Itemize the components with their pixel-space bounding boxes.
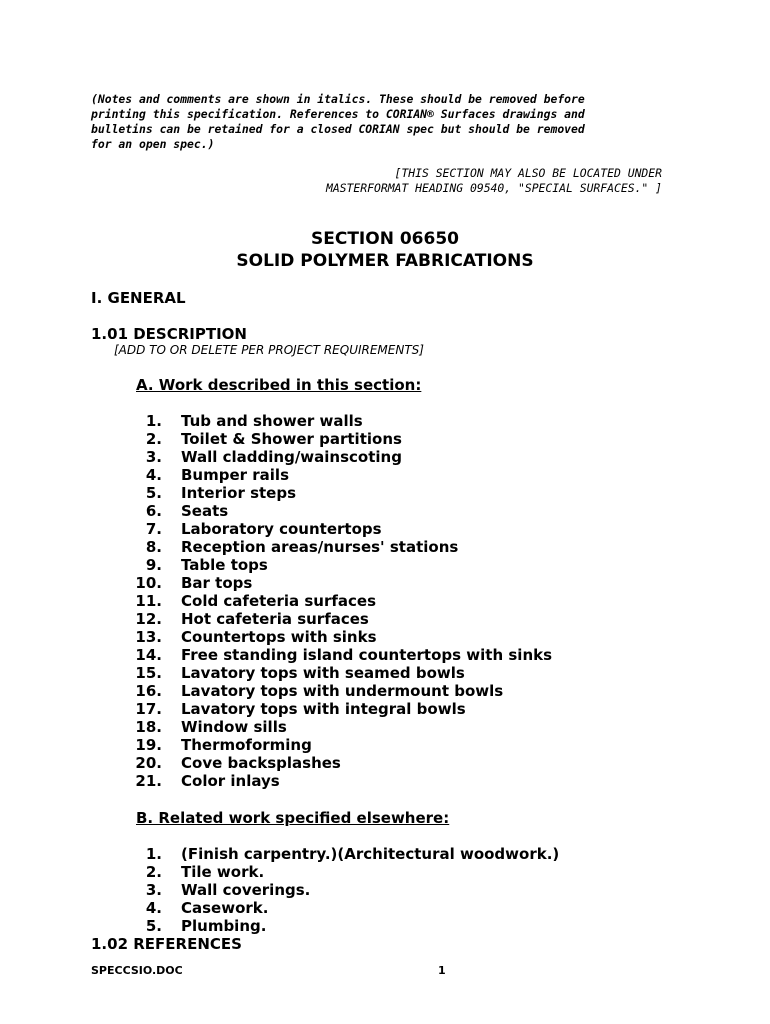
item-text: Lavatory tops with undermount bowls [181, 682, 504, 700]
item-number: 12. [135, 610, 162, 628]
item-text: Bumper rails [181, 466, 290, 484]
item-text: Wall cladding/wainscoting [181, 448, 402, 466]
description-note: [ADD TO OR DELETE PER PROJECT REQUIREMENTS] [114, 343, 424, 357]
list-item [120, 628, 552, 646]
item-number: 2. [145, 863, 162, 881]
item-number: 2. [145, 430, 162, 448]
item-number: 16. [135, 682, 162, 700]
list-item [120, 863, 559, 881]
item-number: 21. [135, 772, 162, 790]
item-number: 9. [145, 556, 162, 574]
item-number: 11. [135, 592, 162, 610]
item-number: 5. [145, 917, 162, 935]
item-text: Tile work. [181, 863, 265, 881]
item-number: 1. [145, 412, 162, 430]
work-items-list [120, 412, 552, 790]
list-item [120, 736, 552, 754]
list-item [120, 718, 552, 736]
item-number: 4. [145, 466, 162, 484]
item-number: 13. [135, 628, 162, 646]
item-number: 20. [135, 754, 162, 772]
item-number: 8. [145, 538, 162, 556]
list-item [120, 466, 552, 484]
list-item [120, 592, 552, 610]
list-item [120, 502, 552, 520]
related-items-list [120, 845, 559, 935]
item-number: 18. [135, 718, 162, 736]
list-item [120, 430, 552, 448]
description-heading: 1.01 DESCRIPTION [91, 325, 247, 343]
item-text: Window sills [181, 718, 287, 736]
footer-page-number: 1 [438, 964, 446, 977]
item-text: Lavatory tops with integral bowls [181, 700, 466, 718]
item-text: Color inlays [181, 772, 280, 790]
item-text: Seats [181, 502, 229, 520]
list-item [120, 538, 552, 556]
list-item [120, 448, 552, 466]
list-item [120, 881, 559, 899]
list-item [120, 772, 552, 790]
item-text: (Finish carpentry.)(Architectural woodwork.) [181, 845, 560, 863]
item-number: 14. [135, 646, 162, 664]
item-text: Wall coverings. [181, 881, 311, 899]
item-text: Interior steps [181, 484, 297, 502]
list-item [120, 845, 559, 863]
list-item [120, 574, 552, 592]
list-item [120, 610, 552, 628]
item-text: Tub and shower walls [181, 412, 363, 430]
list-item [120, 556, 552, 574]
item-number: 5. [145, 484, 162, 502]
item-number: 3. [145, 881, 162, 899]
item-text: Thermoforming [181, 736, 312, 754]
related-work-heading: B. Related work specified elsewhere: [136, 809, 450, 827]
item-number: 6. [145, 502, 162, 520]
item-text: Bar tops [181, 574, 253, 592]
item-number: 3. [145, 448, 162, 466]
references-heading: 1.02 REFERENCES [91, 935, 242, 953]
item-text: Casework. [181, 899, 269, 917]
item-text: Lavatory tops with seamed bowls [181, 664, 465, 682]
item-text: Countertops with sinks [181, 628, 377, 646]
item-text: Free standing island countertops with sinks [181, 646, 553, 664]
item-text: Reception areas/nurses' stations [181, 538, 459, 556]
footer-filename: SPECCSIO.DOC [91, 964, 183, 977]
item-number: 10. [135, 574, 162, 592]
section-name: SOLID POLYMER FABRICATIONS [236, 251, 534, 271]
item-number: 19. [135, 736, 162, 754]
list-item [120, 917, 559, 935]
item-number: 17. [135, 700, 162, 718]
list-item [120, 700, 552, 718]
item-number: 7. [145, 520, 162, 538]
editor-notes: (Notes and comments are shown in italics. These should be removed before printing this specification. References to CORIAN® Surfaces drawings and bulletins can be retained for a closed CORIAN spec but should be removed for an open spec.) [91, 92, 585, 151]
item-text: Table tops [181, 556, 268, 574]
list-item [120, 646, 552, 664]
item-text: Laboratory countertops [181, 520, 382, 538]
list-item [120, 412, 552, 430]
list-item [120, 899, 559, 917]
work-described-heading: A. Work described in this section: [136, 376, 422, 394]
part-heading: I. GENERAL [91, 289, 186, 307]
relocation-note: [THIS SECTION MAY ALSO BE LOCATED UNDER MASTERFORMAT HEADING 09540, "SPECIAL SURFACES." ] [325, 166, 662, 195]
list-item [120, 754, 552, 772]
list-item [120, 484, 552, 502]
item-text: Cove backsplashes [181, 754, 341, 772]
item-text: Hot cafeteria surfaces [181, 610, 369, 628]
list-item [120, 664, 552, 682]
item-text: Plumbing. [181, 917, 267, 935]
list-item [120, 682, 552, 700]
section-number: SECTION 06650 [311, 229, 459, 249]
item-number: 4. [145, 899, 162, 917]
item-number: 1. [145, 845, 162, 863]
item-text: Toilet & Shower partitions [181, 430, 402, 448]
item-text: Cold cafeteria surfaces [181, 592, 376, 610]
list-item [120, 520, 552, 538]
item-number: 15. [135, 664, 162, 682]
